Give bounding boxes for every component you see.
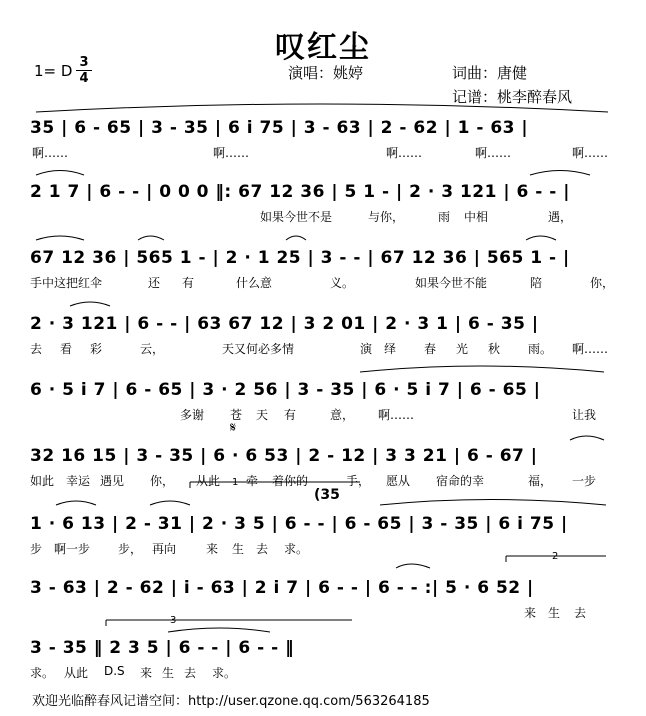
time-signature-bottom: 4 xyxy=(79,71,89,86)
lyric-word: 云， xyxy=(140,342,165,356)
lyric-word: 与你， xyxy=(368,210,405,224)
lyric-word: 来 xyxy=(524,606,537,620)
lyric-word: 有 xyxy=(284,408,297,422)
lyric-word: 求。 xyxy=(30,666,55,680)
lyric-word: 啊…… xyxy=(213,146,250,160)
lyric-word: 啊…… xyxy=(32,146,69,160)
lyric-word: 手， xyxy=(346,474,371,488)
lyric-word: 绎 xyxy=(384,342,397,356)
lyric-word: 手中这把红伞 xyxy=(30,276,103,290)
lyric-word: 天 xyxy=(256,408,269,422)
lyric-word: 遇见 xyxy=(100,474,125,488)
pickup-notes: (35 xyxy=(314,487,340,503)
lyric-word: 演 xyxy=(360,342,373,356)
lyric-word: 中相 xyxy=(464,210,489,224)
lyric-word: 来 xyxy=(140,666,153,680)
lyric-word: 你， xyxy=(590,276,615,290)
lyric-word: D.S xyxy=(104,664,125,678)
lyric-word: 你， xyxy=(150,474,175,488)
lyric-word: 苍 xyxy=(230,408,243,422)
notation-line: 32 16 15 | 3 - 35 | 6 · 6 53 | 2 - 12 | 3 3 21 | 6 - 67 | xyxy=(30,446,538,466)
lyric-word: 有 xyxy=(182,276,195,290)
lyric-word: 什么意 xyxy=(236,276,273,290)
key-signature: 1= D xyxy=(34,62,73,80)
lyric-word: 天又何必多情 xyxy=(222,342,295,356)
lyric-word: 步 xyxy=(30,542,43,556)
transcriber-credit: 记谱：桃李醉春风 xyxy=(452,88,573,106)
notation-line: 6 · 5 i 7 | 6 - 65 | 3 · 2 56 | 3 - 35 | 6 · 5 i 7 | 6 - 65 | xyxy=(30,380,541,400)
lyric-word: 看 xyxy=(60,342,73,356)
lyric-word: 来 xyxy=(206,542,219,556)
lyric-word: 着你的 xyxy=(272,474,309,488)
notation-line: 1 · 6 13 | 2 - 31 | 2 · 3 5 | 6 - - | 6 - 65 | 3 - 35 | 6 i 75 | xyxy=(30,514,568,534)
volta-three-label: 3 xyxy=(170,615,177,626)
lyric-word: 步， xyxy=(118,542,143,556)
lyric-word: 牵 xyxy=(246,474,259,488)
lyric-word: 一步 xyxy=(572,474,597,488)
lyric-word: 啊…… xyxy=(378,408,415,422)
song-title: 叹红尘 xyxy=(275,30,371,65)
lyric-word: 如果今世不能 xyxy=(415,276,488,290)
lyric-word: 再向 xyxy=(152,542,177,556)
lyric-word: 雨 xyxy=(438,210,451,224)
lyric-word: 生 xyxy=(232,542,245,556)
lyric-word: 陪 xyxy=(530,276,543,290)
notation-line: 2 1 7 | 6 - - | 0 0 0 ‖: 67 12 36 | 5 1 - | 2 · 3 121 | 6 - - | xyxy=(30,182,570,202)
lyric-word: 彩 xyxy=(90,342,103,356)
lyric-word: 啊…… xyxy=(572,146,609,160)
lyric-word: 雨。 xyxy=(528,342,553,356)
lyric-word: 啊一步 xyxy=(54,542,91,556)
singer-credit: 演唱：姚婷 xyxy=(288,64,364,82)
lyric-word: 求。 xyxy=(212,666,237,680)
lyric-word: 求。 xyxy=(284,542,309,556)
composer-credit: 词曲：唐健 xyxy=(452,64,528,82)
lyric-word: 光 xyxy=(456,342,469,356)
lyric-word: 还 xyxy=(148,276,161,290)
lyric-word: 去 xyxy=(184,666,197,680)
lyric-word: 啊…… xyxy=(475,146,512,160)
lyric-word: 宿命的幸 xyxy=(436,474,485,488)
lyric-word: 从此 xyxy=(64,666,89,680)
notation-line: 3 - 35 ‖ 2 3 5 | 6 - - | 6 - - ‖ xyxy=(30,638,295,658)
lyric-word: 去 xyxy=(256,542,269,556)
footer-link[interactable]: 欢迎光临醉春风记谱空间：http://user.qzone.qq.com/563264185 xyxy=(32,694,430,709)
lyric-word: 幸运 xyxy=(66,474,91,488)
lyric-word: 意， xyxy=(330,408,355,422)
lyric-word: 啊…… xyxy=(386,146,423,160)
lyric-word: 如此 xyxy=(30,474,55,488)
lyric-word: 秋 xyxy=(488,342,501,356)
lyric-word: 让我 xyxy=(572,408,597,422)
lyric-word: 生 xyxy=(548,606,561,620)
volta-two-label: 2 xyxy=(552,551,559,562)
lyric-word: 去 xyxy=(30,342,43,356)
lyric-word: 福， xyxy=(528,474,553,488)
notation-line: 35 | 6 - 65 | 3 - 35 | 6 i 75 | 3 - 63 | 2 - 62 | 1 - 63 | xyxy=(30,118,529,138)
notation-line: 67 12 36 | 565 1 - | 2 · 1 25 | 3 - - | 67 12 36 | 565 1 - | xyxy=(30,248,570,268)
lyric-word: 去 xyxy=(574,606,587,620)
notation-line: 2 · 3 121 | 6 - - | 63 67 12 | 3 2 01 | 2 · 3 1 | 6 - 35 | xyxy=(30,314,539,334)
lyric-word: 多谢 xyxy=(180,408,205,422)
time-signature-top: 3 xyxy=(79,55,89,70)
lyric-word: 生 xyxy=(162,666,175,680)
lyric-word: 啊…… xyxy=(572,342,609,356)
lyric-word: 遇， xyxy=(548,210,573,224)
volta-one-label: 1 xyxy=(232,477,239,488)
lyric-word: 春 xyxy=(424,342,437,356)
lyric-word: 如果今世不是 xyxy=(260,210,333,224)
lyric-word: 义。 xyxy=(330,276,355,290)
lyric-word: 愿从 xyxy=(386,474,411,488)
segno-icon: 𝄋 xyxy=(230,420,237,436)
lyric-word: 从此 xyxy=(196,474,221,488)
notation-line: 3 - 63 | 2 - 62 | i - 63 | 2 i 7 | 6 - - | 6 - - :| 5 · 6 52 | xyxy=(30,578,534,598)
